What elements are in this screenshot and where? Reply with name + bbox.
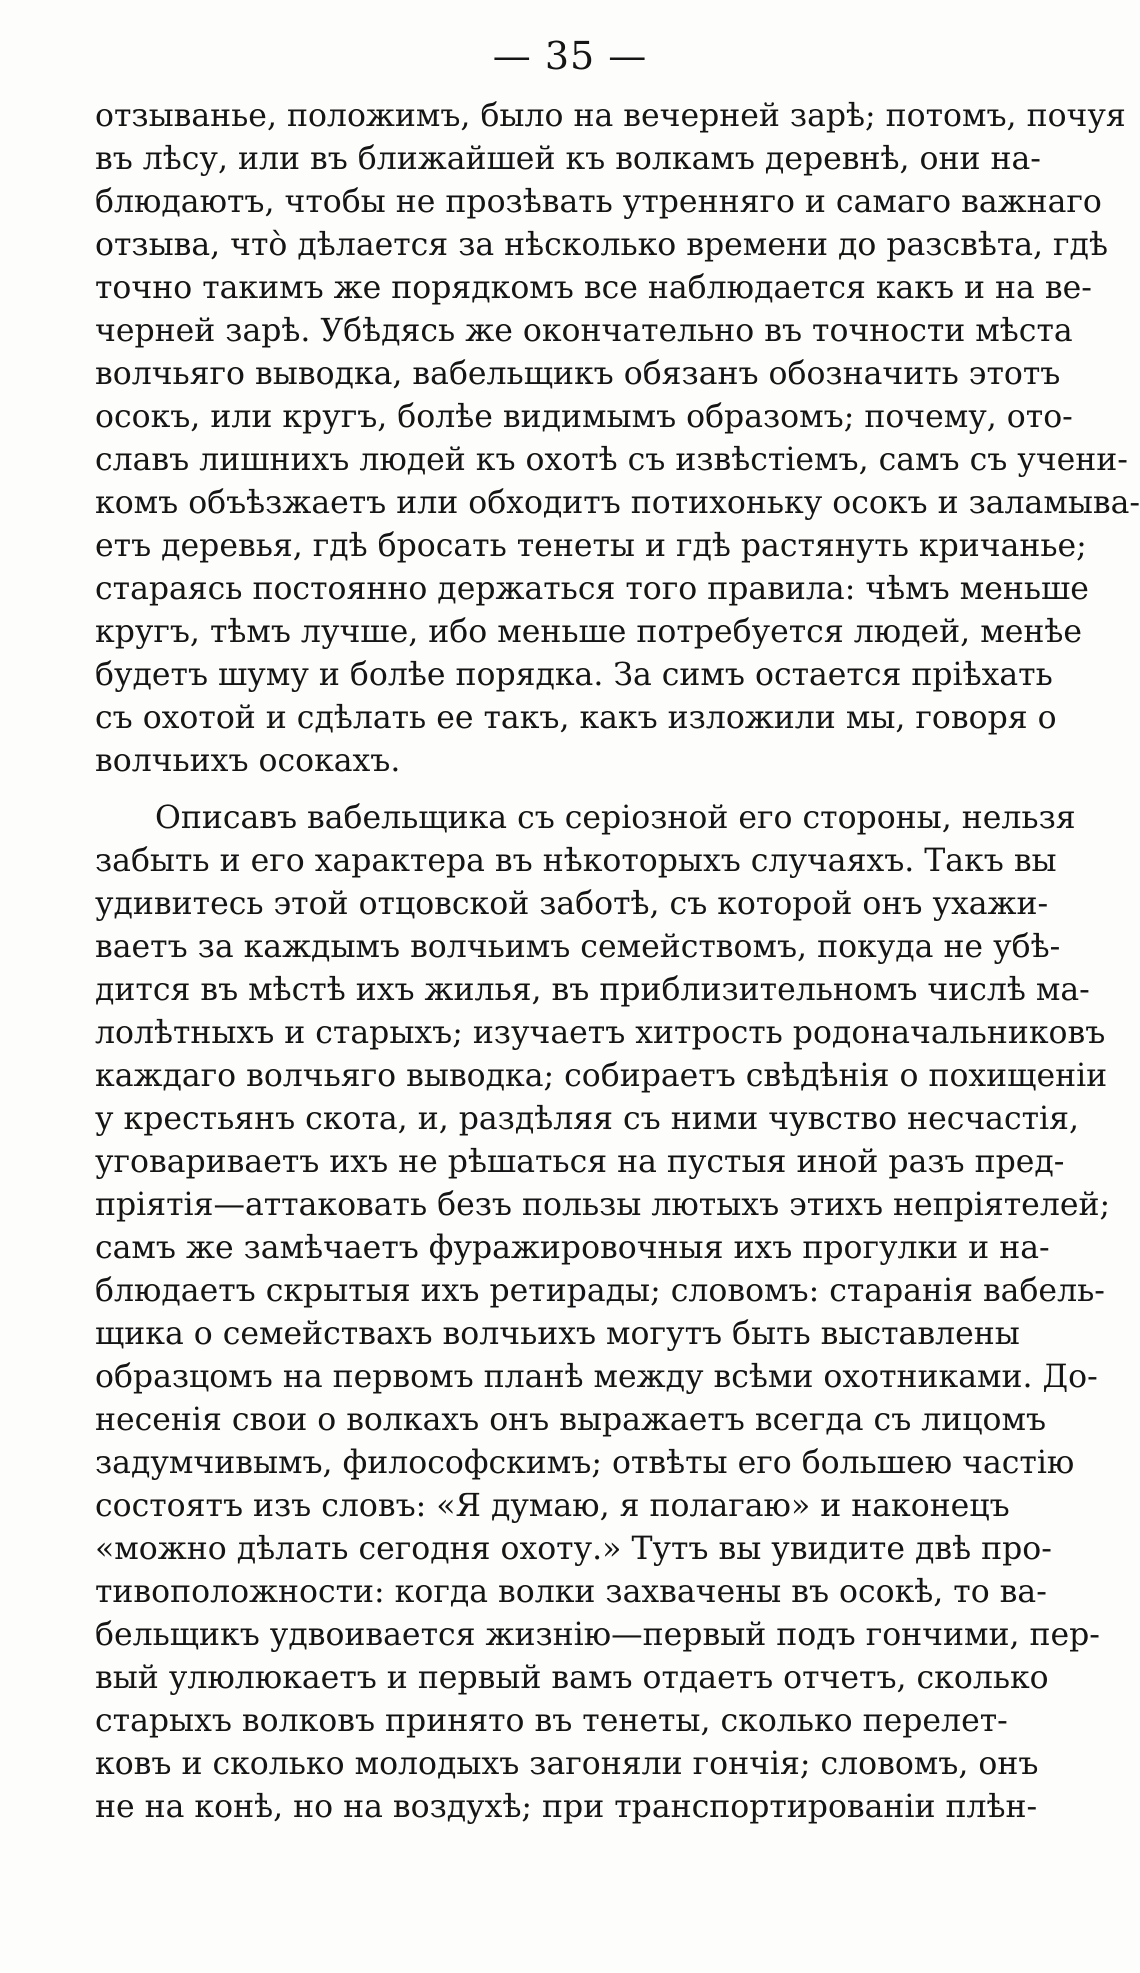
text-line: «можно дѣлать сегодня охоту.» Тутъ вы увидите двѣ про-	[95, 1531, 1052, 1567]
text-line: образцомъ на первомъ планѣ между всѣми охотниками. До-	[95, 1359, 1098, 1395]
text-line: удивитесь этой отцовской заботѣ, съ которой онъ ухажи-	[95, 886, 1049, 922]
text-line: Описавъ вабельщика съ серіозной его стороны, нельзя	[155, 800, 1076, 836]
text-line: бельщикъ удвоивается жизнію—первый подъ гончими, пер-	[95, 1617, 1100, 1653]
text-line: уговариваетъ ихъ не рѣшаться на пустыя иной разъ пред-	[95, 1144, 1065, 1180]
text-line: ваетъ за каждымъ волчьимъ семействомъ, покуда не убѣ-	[95, 929, 1061, 965]
text-line: самъ же замѣчаетъ фуражировочныя ихъ прогулки и на-	[95, 1230, 1050, 1266]
text-line: стараясь постоянно держаться того правила: чѣмъ меньше	[95, 571, 1089, 607]
text-line: черней зарѣ. Убѣдясь же окончательно въ точности мѣста	[95, 313, 1073, 349]
text-line: точно такимъ же порядкомъ все наблюдается какъ и на ве-	[95, 270, 1092, 306]
text-line: ковъ и сколько молодыхъ загоняли гончія; словомъ, онъ	[95, 1746, 1039, 1782]
text-line: пріятія—аттаковать безъ пользы лютыхъ этихъ непріятелей;	[95, 1187, 1111, 1223]
text-line: осокъ, или кругъ, болѣе видимымъ образомъ; почему, ото-	[95, 399, 1073, 435]
text-line: кругъ, тѣмъ лучше, ибо меньше потребуется людей, менѣе	[95, 614, 1082, 650]
text-line: забыть и его характера въ нѣкоторыхъ случаяхъ. Такъ вы	[95, 843, 1057, 879]
text-line: отзыванье, положимъ, было на вечерней зарѣ; потомъ, почуя	[95, 98, 1126, 134]
text-line: волчьихъ осокахъ.	[95, 743, 401, 779]
text-line: етъ деревья, гдѣ бросать тенеты и гдѣ растянуть кричанье;	[95, 528, 1087, 564]
text-line: старыхъ волковъ принято въ тенеты, сколько перелет-	[95, 1703, 1008, 1739]
text-line: будетъ шуму и болѣе порядка. За симъ остается пріѣхать	[95, 657, 1053, 693]
text-line: не на конѣ, но на воздухѣ; при транспортированіи плѣн-	[95, 1789, 1038, 1825]
text-line: блюдаетъ скрытыя ихъ ретирады; словомъ: старанія вабель-	[95, 1273, 1105, 1309]
paragraph	[95, 95, 1140, 783]
text-line: тивоположности: когда волки захвачены въ осокѣ, то ва-	[95, 1574, 1047, 1610]
text-line: въ лѣсу, или въ ближайшей къ волкамъ деревнѣ, они на-	[95, 141, 1041, 177]
text-line: комъ объѣзжаетъ или обходитъ потихоньку осокъ и заламыва-	[95, 485, 1140, 521]
text-line: волчьяго выводка, вабельщикъ обязанъ обозначить этотъ	[95, 356, 1061, 392]
text-line: отзыва, что̀ дѣлается за нѣсколько времени до разсвѣта, гдѣ	[95, 227, 1108, 263]
text-line: несенія свои о волкахъ онъ выражаетъ всегда съ лицомъ	[95, 1402, 1047, 1438]
text-line: каждаго волчьяго выводка; собираетъ свѣдѣнія о похищеніи	[95, 1058, 1108, 1094]
text-line: лолѣтныхъ и старыхъ; изучаетъ хитрость родоначальниковъ	[95, 1015, 1106, 1051]
text-line: щика о семействахъ волчьихъ могутъ быть выставлены	[95, 1316, 1020, 1352]
page-number: — 35 —	[492, 34, 648, 78]
text-line: блюдаютъ, чтобы не прозѣвать утренняго и самаго важнаго	[95, 184, 1102, 220]
text-line: состоятъ изъ словъ: «Я думаю, я полагаю» и наконецъ	[95, 1488, 1010, 1524]
text-line: у крестьянъ скота, и, раздѣляя съ ними чувство несчастія,	[95, 1101, 1079, 1137]
text-line: славъ лишнихъ людей къ охотѣ съ извѣстіемъ, самъ съ учени-	[95, 442, 1128, 478]
text-line: съ охотой и сдѣлать ее такъ, какъ изложили мы, говоря о	[95, 700, 1057, 736]
text-line: вый улюлюкаетъ и первый вамъ отдаетъ отчетъ, сколько	[95, 1660, 1049, 1696]
body-text	[95, 95, 1140, 1829]
text-line: дится въ мѣстѣ ихъ жилья, въ приблизительномъ числѣ ма-	[95, 972, 1090, 1008]
paragraph	[95, 797, 1111, 1829]
text-line: задумчивымъ, философскимъ; отвѣты его большею частію	[95, 1445, 1075, 1481]
paragraph-gap	[95, 783, 1005, 797]
